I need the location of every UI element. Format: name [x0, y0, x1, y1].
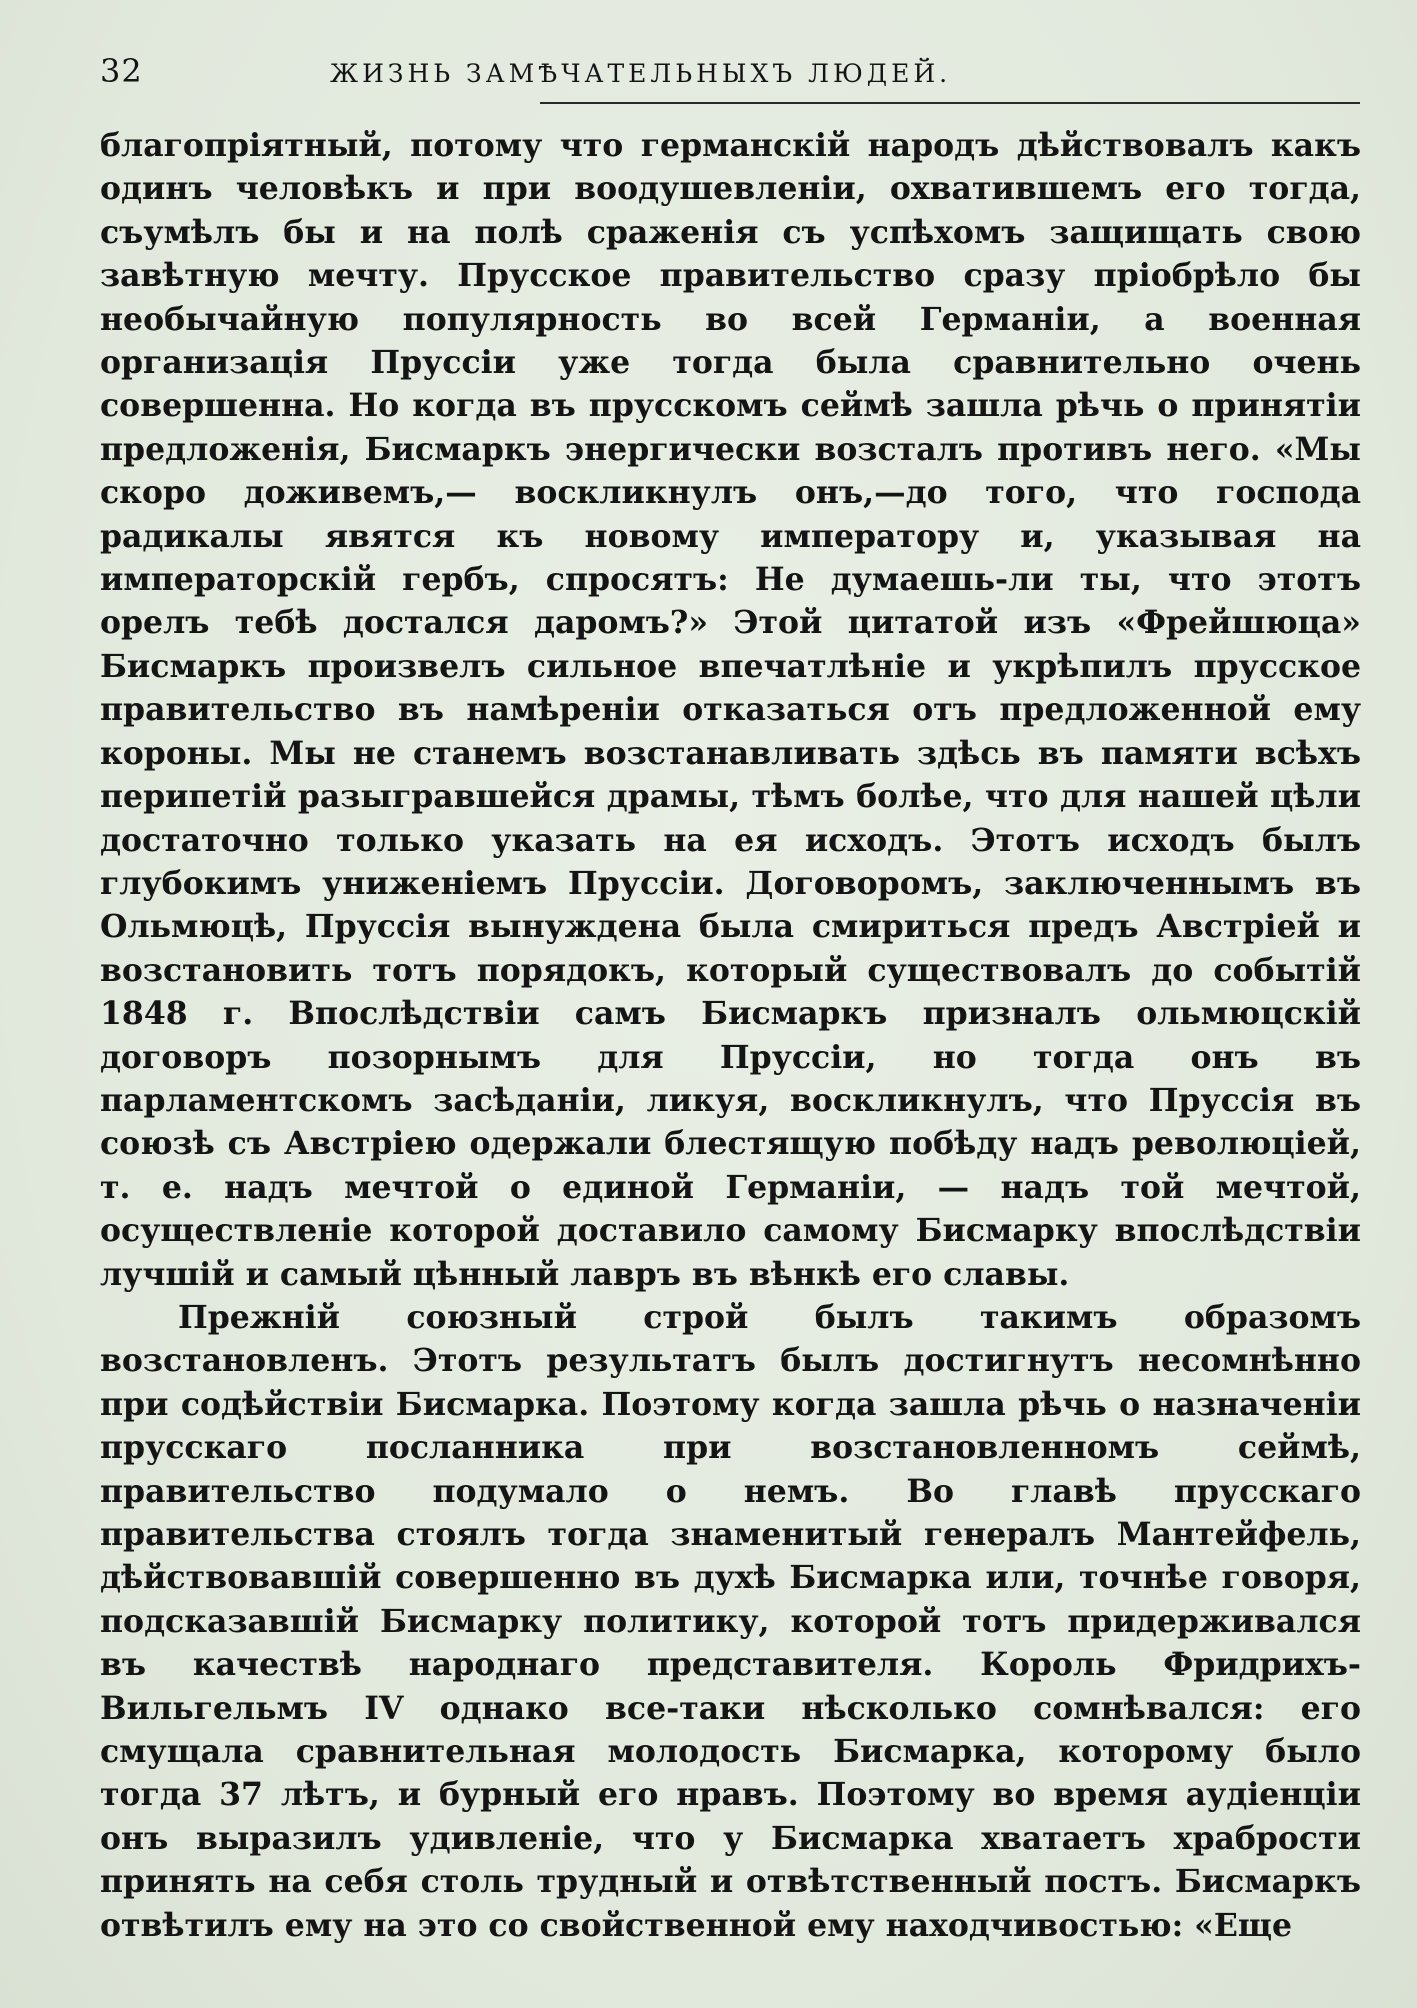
header-rule — [540, 102, 1360, 104]
running-title: ЖИЗНЬ ЗАМѢЧАТЕЛЬНЫХЪ ЛЮДЕЙ. — [330, 59, 952, 88]
paragraph-1: благопріятный, потому что германскій народъ дѣйствовалъ какъ одинъ человѣкъ и при воодушевленіи, охватившемъ его тогда, съумѣлъ бы и на полѣ сраженія съ успѣхомъ защищать свою завѣтную мечту. Прусское правительство сразу пріобрѣло бы необычайную популярность во всей Германіи, а военная организація Пруссіи уже тогда была сравнительно очень совершенна. Но когда въ прусскомъ сеймѣ зашла рѣчь о принятіи предложенія, Бисмаркъ энергически возсталъ противъ него. «Мы скоро доживемъ,— воскликнулъ онъ,—до того, что господа радикалы явятся къ новому императору и, указывая на императорскій гербъ, спросятъ: Не думаешь-ли ты, что этотъ орелъ тебѣ достался даромъ?» Этой цитатой изъ «Фрейшюца» Бисмаркъ произвелъ сильное впечатлѣніе и укрѣпилъ прусское правительство въ намѣреніи отказаться отъ предложенной ему короны. Мы не станемъ возстанавливать здѣсь въ памяти всѣхъ перипетій разыгравшейся драмы, тѣмъ болѣе, что для нашей цѣли достаточно только указать на ея исходъ. Этотъ исходъ былъ глубокимъ униженіемъ Пруссіи. Договоромъ, заключеннымъ въ Ольмюцѣ, Пруссія вынуждена была смириться предъ Австріей и возстановить тотъ порядокъ, который существовалъ до событій 1848 г. Впослѣдствіи самъ Бисмаркъ призналъ ольмюцскій договоръ позорнымъ для Пруссіи, но тогда онъ въ парламентскомъ засѣданіи, ликуя, воскликнулъ, что Пруссія въ союзѣ съ Австріею одержали блестящую побѣду надъ революціей, т. е. надъ мечтой о единой Германіи, — надъ той мечтой, осуществленіе которой доставило самому Бисмарку впослѣдствіи лучшій и самый цѣнный лавръ въ вѣнкѣ его славы. — [100, 127, 1361, 1293]
page-number: 32 — [100, 52, 143, 90]
running-head — [100, 52, 1361, 100]
body-text — [100, 124, 1361, 1947]
paragraph-2: Прежній союзный строй былъ такимъ образомъ возстановленъ. Этотъ результатъ былъ достигнутъ несомнѣнно при содѣйствіи Бисмарка. Поэтому когда зашла рѣчь о назначеніи прусскаго посланника при возстановленномъ сеймѣ, правительство подумало о немъ. Во главѣ прусскаго правительства стоялъ тогда знаменитый генералъ Мантейфель, дѣйствовавшій совершенно въ духѣ Бисмарка или, точнѣе говоря, подсказавшій Бисмарку политику, которой тотъ придерживался въ качествѣ народнаго представителя. Король Фридрихъ-Вильгельмъ IV однако все-таки нѣсколько сомнѣвался: его смущала сравнительная молодость Бисмарка, которому было тогда 37 лѣтъ, и бурный его нравъ. Поэтому во время аудіенціи онъ выразилъ удивленіе, что у Бисмарка хватаетъ храбрости принять на себя столь трудный и отвѣтственный постъ. Бисмаркъ отвѣтилъ ему на это со свойственной ему находчивостью: «Еще — [100, 1298, 1361, 1944]
